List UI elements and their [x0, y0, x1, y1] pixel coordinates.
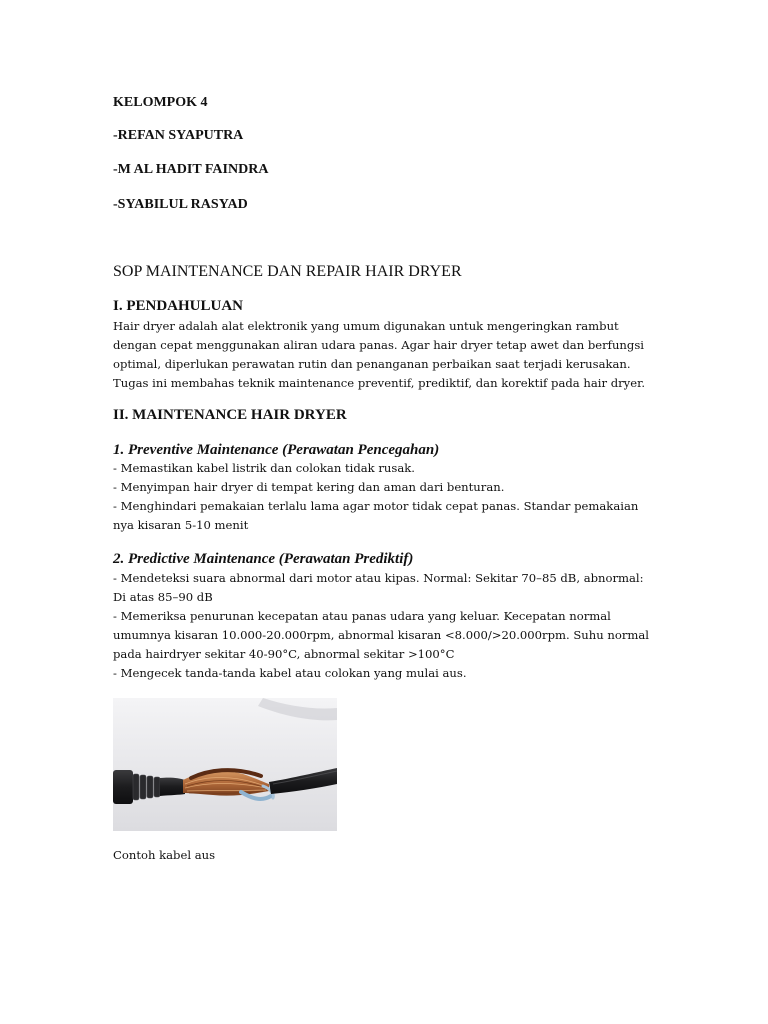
- predictive-line-1: - Mendeteksi suara abnormal dari motor atau kipas. Normal: Sekitar 70–85 dB, abnormal:: [113, 571, 644, 585]
- predictive-paragraph: [113, 569, 658, 683]
- predictive-line-4: umumnya kisaran 10.000-20.000rpm, abnormal kisaran <8.000/>20.000rpm. Suhu normal: [113, 628, 649, 642]
- document-title: SOP MAINTENANCE DAN REPAIR HAIR DRYER: [113, 263, 462, 280]
- preventive-line-4: nya kisaran 5-10 menit: [113, 518, 249, 532]
- predictive-line-6: - Mengecek tanda-tanda kabel atau colokan yang mulai aus.: [113, 666, 467, 680]
- member-2: -M AL HADIT FAINDRA: [113, 162, 269, 177]
- member-3: -SYABILUL RASYAD: [113, 197, 248, 212]
- preventive-line-1: - Memastikan kabel listrik dan colokan tidak rusak.: [113, 461, 415, 475]
- figure-caption: Contoh kabel aus: [113, 848, 216, 862]
- intro-line-3: optimal, diperlukan perawatan rutin dan penanganan perbaikan saat terjadi kerusakan.: [113, 357, 631, 371]
- worn-cable-photo: [113, 698, 337, 831]
- predictive-line-2: Di atas 85–90 dB: [113, 590, 213, 604]
- preventive-paragraph: [113, 459, 658, 535]
- predictive-line-5: pada hairdryer sekitar 40-90°C, abnormal sekitar >100°C: [113, 647, 455, 661]
- subheading-predictive: 2. Predictive Maintenance (Perawatan Prediktif): [113, 551, 414, 567]
- intro-line-2: dengan cepat menggunakan aliran udara panas. Agar hair dryer tetap awet dan berfungsi: [113, 338, 644, 352]
- worn-cable-illustration: [113, 698, 337, 831]
- section-heading-intro: I. PENDAHULUAN: [113, 298, 244, 314]
- subheading-preventive: 1. Preventive Maintenance (Perawatan Pencegahan): [113, 442, 440, 458]
- member-1: -REFAN SYAPUTRA: [113, 128, 244, 143]
- group-title: KELOMPOK 4: [113, 95, 208, 110]
- intro-paragraph: [113, 317, 658, 393]
- preventive-line-3: - Menghindari pemakaian terlalu lama agar motor tidak cepat panas. Standar pemakaian: [113, 499, 639, 513]
- preventive-line-2: - Menyimpan hair dryer di tempat kering dan aman dari benturan.: [113, 480, 505, 494]
- predictive-line-3: - Memeriksa penurunan kecepatan atau panas udara yang keluar. Kecepatan normal: [113, 609, 611, 623]
- section-heading-maintenance: II. MAINTENANCE HAIR DRYER: [113, 407, 347, 423]
- intro-line-1: Hair dryer adalah alat elektronik yang umum digunakan untuk mengeringkan rambut: [113, 319, 619, 333]
- intro-line-4: Tugas ini membahas teknik maintenance preventif, prediktif, dan korektif pada hair dryer.: [113, 376, 646, 390]
